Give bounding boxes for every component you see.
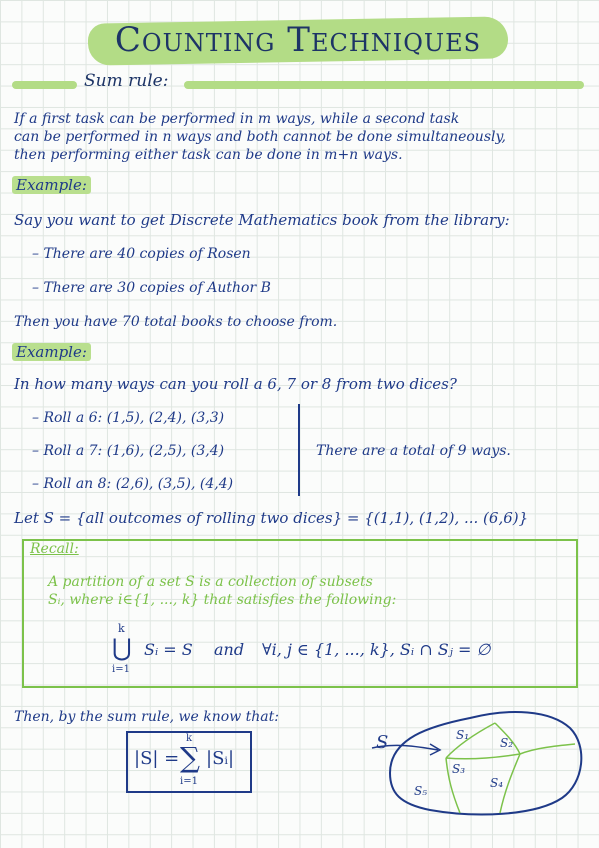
union-upper-limit: k xyxy=(118,622,125,635)
example1-line-3: – There are 30 copies of Author B xyxy=(32,280,271,296)
region-label-4: S₄ xyxy=(490,776,504,790)
recall-line-2: Sᵢ, where i∈{1, ..., k} that satisfies the following: xyxy=(48,592,397,608)
formula-lhs: |S| = xyxy=(134,748,180,769)
page-title: Counting Techniques xyxy=(114,20,482,60)
formula-rhs: |Sᵢ| xyxy=(206,748,235,769)
region-label-2: S₂ xyxy=(500,736,514,750)
recall-label: Recall: xyxy=(30,541,79,557)
sum-rule-heading-row xyxy=(12,71,582,92)
sum-lower-limit: i=1 xyxy=(180,776,198,787)
example1-line-1: Say you want to get Discrete Mathematics book from the library: xyxy=(14,211,510,229)
region-label-5: S₅ xyxy=(414,784,428,798)
partition-line-4 xyxy=(520,744,575,754)
sum-symbol: ∑ xyxy=(180,741,200,774)
example-label-1: Example: xyxy=(12,176,91,194)
roll-brace xyxy=(292,402,306,498)
partition-line-1 xyxy=(446,723,495,758)
set-label: S xyxy=(376,732,389,753)
example1-line-4: Then you have 70 total books to choose from. xyxy=(14,314,338,330)
union-lower-limit: i=1 xyxy=(112,664,130,675)
roll-line-3: – Roll an 8: (2,6), (3,5), (4,4) xyxy=(32,476,234,492)
sum-upper-limit: k xyxy=(186,733,193,744)
formula-and: and xyxy=(214,640,245,659)
roll-line-2: – Roll a 7: (1,6), (2,5), (3,4) xyxy=(32,443,225,459)
region-label-1: S₁ xyxy=(456,728,470,742)
roll-line-1: – Roll a 6: (1,5), (2,4), (3,3) xyxy=(32,410,225,426)
sum-rule-heading: Sum rule: xyxy=(84,71,169,91)
intro-line-2: can be performed in n ways and both cannot be done simultaneously, xyxy=(14,129,506,145)
partition-line-2 xyxy=(446,754,520,759)
example2-question: In how many ways can you roll a 6, 7 or 8 from two dices? xyxy=(14,375,457,393)
union-symbol: ⋃ xyxy=(112,634,132,662)
total-note: There are a total of 9 ways. xyxy=(316,443,511,459)
region-label-3: S₃ xyxy=(452,762,466,776)
partition-union-formula: Sᵢ = S xyxy=(144,640,193,659)
heading-bar-right xyxy=(184,81,584,89)
recall-line-1: A partition of a set S is a collection of subsets xyxy=(48,574,373,590)
title-area xyxy=(88,14,508,64)
recall-box xyxy=(22,539,578,688)
example1-line-2: – There are 40 copies of Rosen xyxy=(32,246,251,262)
intro-line-1: If a first task can be performed in m ways, while a second task xyxy=(14,111,460,127)
partition-disjoint-formula: ∀i, j ∈ {1, ..., k}, Sᵢ ∩ Sⱼ = ∅ xyxy=(262,640,491,659)
intro-line-3: then performing either task can be done in m+n ways. xyxy=(14,147,403,163)
partition-diagram xyxy=(370,698,592,822)
conclusion-text: Then, by the sum rule, we know that: xyxy=(14,709,279,725)
example-label-2: Example: xyxy=(12,343,91,361)
let-line: Let S = {all outcomes of rolling two dices} = {(1,1), (1,2), ... (6,6)} xyxy=(14,509,529,527)
heading-bar-left xyxy=(12,81,77,89)
